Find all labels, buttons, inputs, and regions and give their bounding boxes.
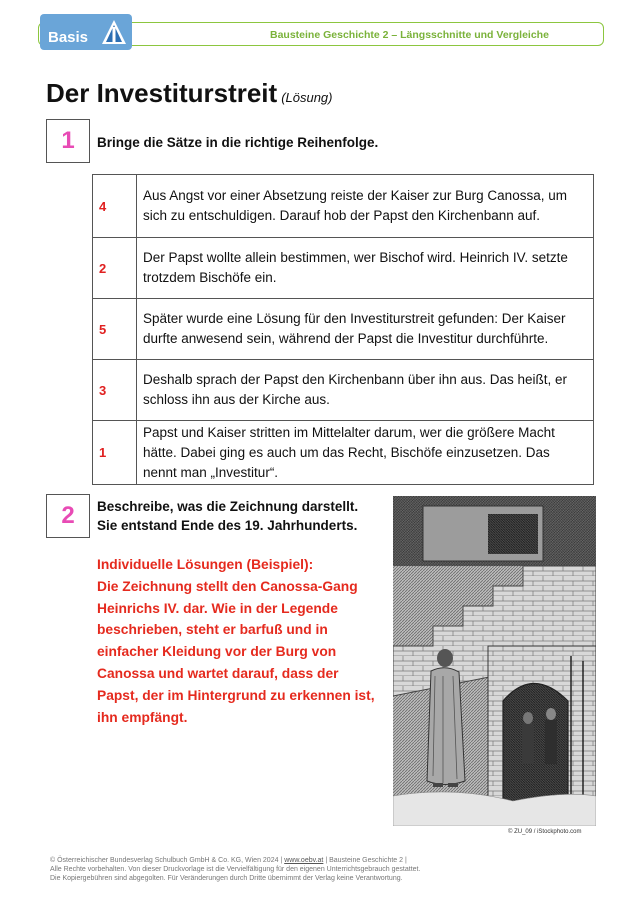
sample-answer	[97, 554, 379, 728]
logo-text: Basis	[48, 29, 89, 46]
table-row	[93, 238, 594, 299]
order-number: 1	[93, 421, 137, 485]
sentence-text: Aus Angst vor einer Absetzung reiste der Kaiser zur Burg Canossa, um sich zu entschuldigen. Darauf hob der Papst den Kirchenbann auf.	[137, 175, 594, 238]
sentence-text: Papst und Kaiser stritten im Mittelalter darum, wer die größere Macht hätte. Dabei ging es auch um das Recht, Bischöfe einzusetzen. Das nennt man „Investitur“.	[137, 421, 594, 485]
answer-text: Die Zeichnung stellt den Canossa-Gang Heinrichs IV. dar. Wie in der Legende beschrieben, steht er barfuß und in einfacher Kleidung vor der Burg von Canossa und wartet darauf, dass der Papst, der im Hintergrund zu erkennen ist, ihn empfängt.	[97, 578, 375, 725]
page-title	[46, 78, 333, 109]
series-title: Bausteine Geschichte 2 – Längsschnitte und Vergleiche	[270, 29, 549, 41]
page-subtitle: (Lösung)	[281, 90, 333, 105]
footer-line-1	[50, 856, 420, 865]
order-table	[92, 174, 594, 485]
task-1-number: 1	[46, 119, 90, 163]
basis-logo	[40, 14, 132, 50]
table-row	[93, 360, 594, 421]
task-2-instruction-line1: Beschreibe, was die Zeichnung darstellt.	[97, 499, 359, 514]
table-row	[93, 175, 594, 238]
order-number: 5	[93, 299, 137, 360]
page-title-text: Der Investiturstreit	[46, 78, 278, 108]
publisher-link[interactable]: www.oebv.at	[284, 857, 324, 864]
footer-copyright: © Österreichischer Bundesverlag Schulbuch GmbH & Co. KG, Wien 2024 |	[50, 857, 283, 864]
image-credit: © ZU_09 / iStockphoto.com	[508, 829, 582, 835]
order-number: 4	[93, 175, 137, 238]
task-2-number: 2	[46, 494, 90, 538]
task-2-instruction	[97, 497, 358, 535]
task-1-instruction: Bringe die Sätze in die richtige Reihenfolge.	[97, 135, 379, 150]
table-row	[93, 299, 594, 360]
canossa-engraving-image	[393, 496, 596, 826]
footer-series: | Bausteine Geschichte 2 |	[325, 857, 407, 864]
footer	[50, 856, 420, 883]
triangle-logo-icon	[100, 18, 128, 46]
answer-heading: Individuelle Lösungen (Beispiel):	[97, 557, 314, 572]
sentence-text: Der Papst wollte allein bestimmen, wer Bischof wird. Heinrich IV. setzte trotzdem Bischöfe ein.	[137, 238, 594, 299]
task-2-instruction-line2: Sie entstand Ende des 19. Jahrhunderts.	[97, 518, 358, 533]
sentence-text: Deshalb sprach der Papst den Kirchenbann über ihn aus. Das heißt, er schloss ihn aus der Kirche aus.	[137, 360, 594, 421]
sentence-text: Später wurde eine Lösung für den Investiturstreit gefunden: Der Kaiser durfte anwesend sein, während der Papst die Investitur durchführte.	[137, 299, 594, 360]
footer-line-2: Alle Rechte vorbehalten. Von dieser Druckvorlage ist die Vervielfältigung für den eigenen Unterrichtsgebrauch gestattet.	[50, 866, 421, 873]
footer-line-3: Die Kopiergebühren sind abgegolten. Für Veränderungen durch Dritte übernimmt der Verlag keine Verantwortung.	[50, 875, 403, 882]
table-row	[93, 421, 594, 485]
order-number: 2	[93, 238, 137, 299]
order-number: 3	[93, 360, 137, 421]
